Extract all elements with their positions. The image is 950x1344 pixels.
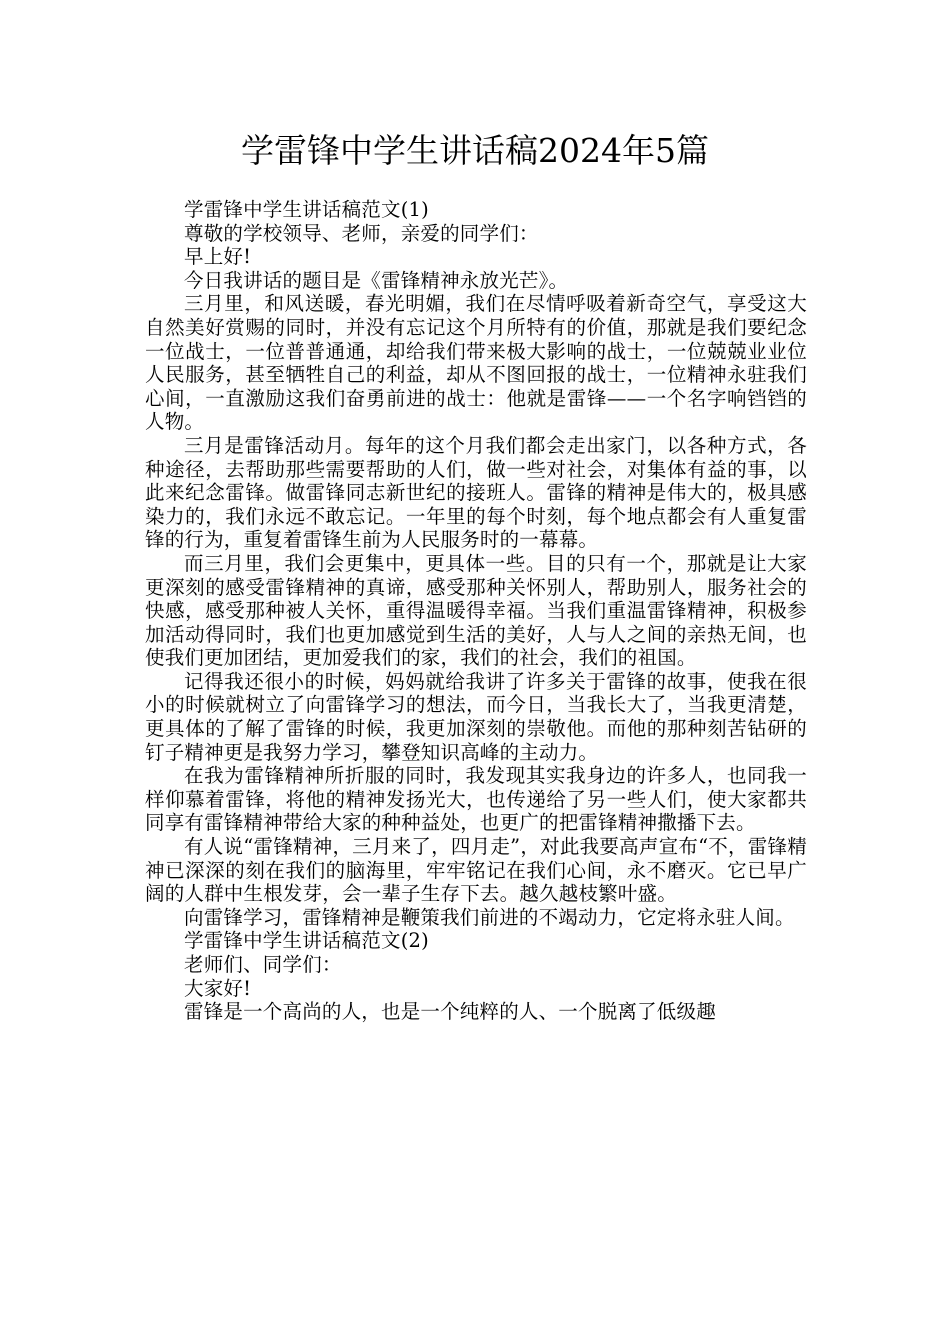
- paragraph: 在我为雷锋精神所折服的同时，我发现其实我身边的许多人，也同我一样仰慕着雷锋，将他的精神发扬光大，也传递给了另一些人们，使大家都共同享有雷锋精神带给大家的种种益处，也更广的把雷锋精神撒播下去。: [145, 764, 807, 835]
- document-body: [145, 198, 807, 1024]
- paragraph: 学雷锋中学生讲话稿范文(1): [184, 198, 429, 221]
- paragraph: 向雷锋学习，雷锋精神是鞭策我们前进的不竭动力，它定将永驻人间。: [184, 905, 795, 929]
- paragraph: 大家好!: [184, 976, 252, 1000]
- paragraph: 学雷锋中学生讲话稿范文(2): [184, 929, 429, 953]
- paragraph: 有人说“雷锋精神，三月来了，四月走”，对此我要高声宣布“不，雷锋精神已深深的刻在我们的脑海里，牢牢铭记在我们心间，永不磨灭。它已早广阔的人群中生根发芽，会一辈子生存下去。越久越枝繁叶盛。: [145, 835, 807, 906]
- paragraph: 三月里，和风送暖，春光明媚，我们在尽情呼吸着新奇空气，享受这大自然美好赏赐的同时，并没有忘记这个月所特有的价值，那就是我们要纪念一位战士，一位普普通通，却给我们带来极大影响的战士，一位兢兢业业位人民服务，甚至牺牲自己的利益，却从不图回报的战士，一位精神永驻我们心间，一直激励这我们奋勇前进的战士：他就是雷锋——一个名字响铛铛的人物。: [145, 292, 807, 434]
- paragraph: 早上好!: [184, 245, 252, 269]
- paragraph: 三月是雷锋活动月。每年的这个月我们都会走出家门，以各种方式，各种途径，去帮助那些需要帮助的人们，做一些对社会，对集体有益的事，以此来纪念雷锋。做雷锋同志新世纪的接班人。雷锋的精神是伟大的，极具感染力的，我们永远不敢忘记。一年里的每个时刻，每个地点都会有人重复雷锋的行为，重复着雷锋生前为人民服务时的一幕幕。: [145, 433, 807, 552]
- paragraph: 雷锋是一个高尚的人，也是一个纯粹的人、一个脱离了低级趣: [184, 1000, 716, 1024]
- paragraph: 老师们、同学们：: [184, 953, 342, 976]
- document-title: 学雷锋中学生讲话稿2024年5篇: [241, 131, 709, 170]
- paragraph: 尊敬的学校领导、老师，亲爱的同学们：: [184, 221, 539, 245]
- paragraph: 今日我讲话的题目是《雷锋精神永放光芒》。: [184, 268, 569, 292]
- paragraph: 而三月里，我们会更集中，更具体一些。目的只有一个，那就是让大家更深刻的感受雷锋精神的真谛，感受那种关怀别人，帮助别人，服务社会的快感，感受那种被人关怀，重得温暖得幸福。当我们重温雷锋精神，积极参加活动得同时，我们也更加感觉到生活的美好，人与人之间的亲热无间，也使我们更加团结，更加爱我们的家，我们的社会，我们的祖国。: [145, 551, 807, 670]
- paragraph: 记得我还很小的时候，妈妈就给我讲了许多关于雷锋的故事，使我在很小的时候就树立了向雷锋学习的想法，而今日，当我长大了，当我更清楚，更具体的了解了雷锋的时候，我更加深刻的崇敬他。而他的那种刻苦钻研的钉子精神更是我努力学习，攀登知识高峰的主动力。: [145, 669, 807, 764]
